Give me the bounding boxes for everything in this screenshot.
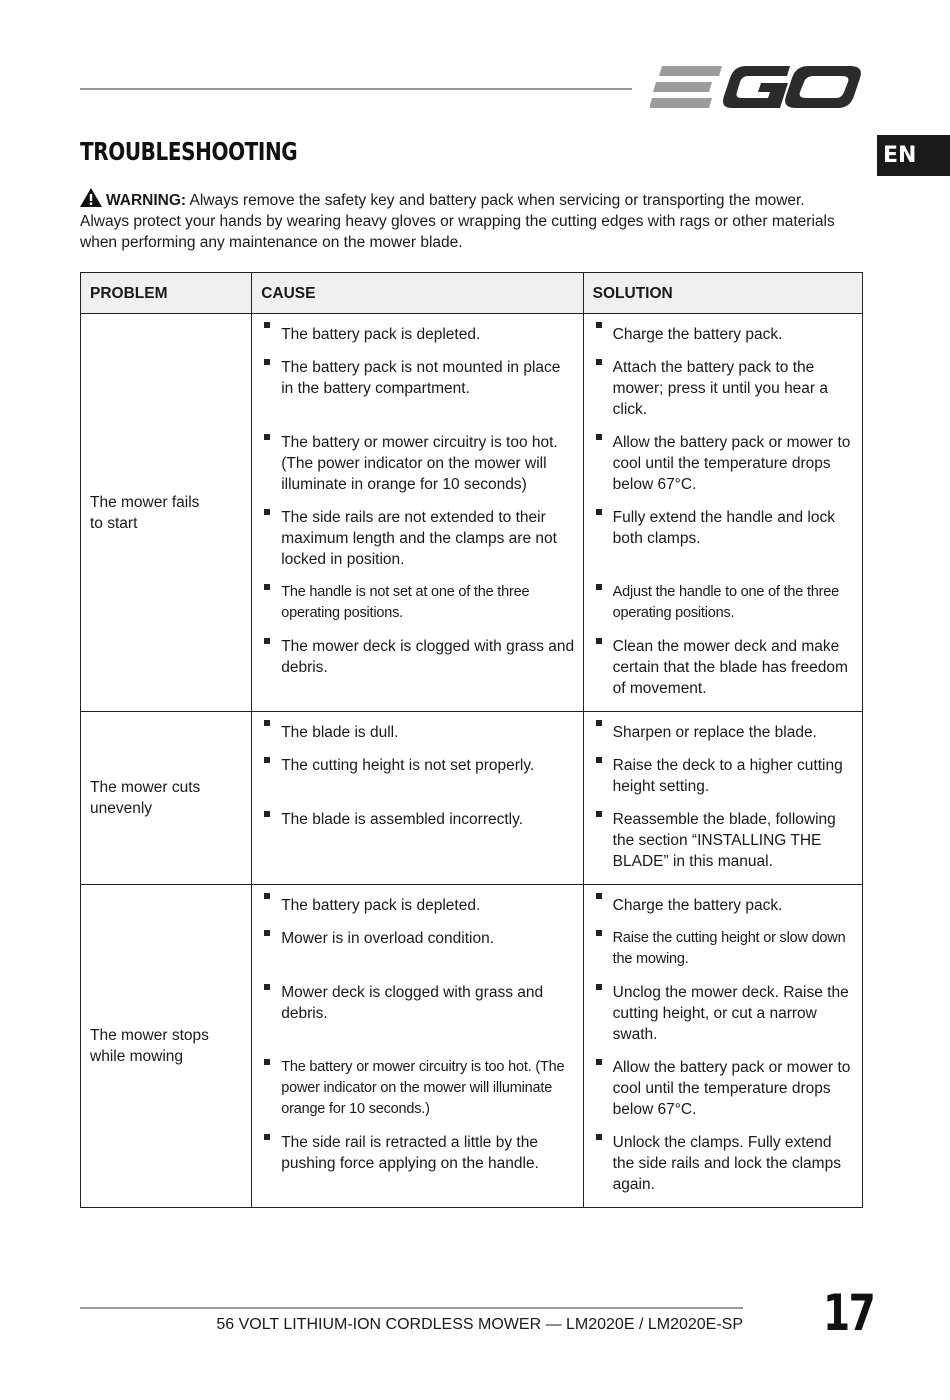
- page-title: TROUBLESHOOTING: [80, 137, 298, 166]
- solution-cell: [583, 712, 862, 885]
- cause-list-item: The battery or mower circuitry is too hot. (The power indicator on the mower will illuminate orange for 10 seconds.): [252, 1051, 582, 1126]
- footer-rule: [80, 1307, 743, 1309]
- header-cause: CAUSE: [252, 273, 583, 314]
- cause-list-item: Mower deck is clogged with grass and debris.: [252, 976, 582, 1051]
- table-row: [81, 314, 863, 712]
- cause-list-item: The battery pack is depleted.: [252, 885, 582, 922]
- solution-list-item: Raise the cutting height or slow down the mowing.: [584, 922, 862, 976]
- solution-list-item: Reassemble the blade, following the section “INSTALLING THE BLADE” in this manual.: [584, 803, 862, 878]
- warning-notice: [80, 188, 850, 253]
- cause-cell: [252, 712, 583, 885]
- cause-list-item: The battery or mower circuitry is too hot. (The power indicator on the mower will illuminate in orange for 10 seconds): [252, 426, 582, 501]
- solution-list-item: Sharpen or replace the blade.: [584, 712, 862, 749]
- page-number: 17: [823, 1284, 875, 1342]
- header-problem: PROBLEM: [81, 273, 252, 314]
- solution-list-item: Clean the mower deck and make certain that the blade has freedom of movement.: [584, 630, 862, 705]
- warning-text: Always remove the safety key and battery pack when servicing or transporting the mower. Always protect your hands by wearing heavy gloves or wrapping the cutting edges with rags or other materials when performing any maintenance on the mower blade.: [80, 192, 835, 251]
- cause-cell: [252, 885, 583, 1208]
- table-header-row: [81, 273, 863, 314]
- cause-cell: [252, 314, 583, 712]
- header-rule: [80, 88, 632, 90]
- cause-list-item: The side rail is retracted a little by the pushing force applying on the handle.: [252, 1126, 582, 1201]
- solution-list-item: Raise the deck to a higher cutting height setting.: [584, 749, 862, 803]
- cause-list-item: The cutting height is not set properly.: [252, 749, 582, 803]
- ego-logo: [650, 62, 862, 112]
- solution-list-item: Allow the battery pack or mower to cool until the temperature drops below 67°C.: [584, 426, 862, 501]
- cause-list-item: The handle is not set at one of the three operating positions.: [252, 576, 582, 630]
- solution-list-item: Unlock the clamps. Fully extend the side rails and lock the clamps again.: [584, 1126, 862, 1201]
- solution-cell: [583, 885, 862, 1208]
- solution-list-item: Fully extend the handle and lock both clamps.: [584, 501, 862, 576]
- problem-cell: The mower stops while mowing: [81, 885, 252, 1208]
- warning-label: WARNING:: [106, 192, 187, 209]
- cause-list-item: The battery pack is not mounted in place in the battery compartment.: [252, 351, 582, 426]
- cause-list-item: The blade is dull.: [252, 712, 582, 749]
- solution-cell: [583, 314, 862, 712]
- solution-list-item: Allow the battery pack or mower to cool until the temperature drops below 67°C.: [584, 1051, 862, 1126]
- footer-product-title: 56 VOLT LITHIUM-ION CORDLESS MOWER — LM2020E / LM2020E-SP: [216, 1316, 743, 1333]
- solution-list-item: Attach the battery pack to the mower; press it until you hear a click.: [584, 351, 862, 426]
- troubleshooting-table: [80, 272, 863, 1208]
- problem-cell: The mower cuts unevenly: [81, 712, 252, 885]
- header-solution: SOLUTION: [583, 273, 862, 314]
- solution-list-item: Unclog the mower deck. Raise the cutting height, or cut a narrow swath.: [584, 976, 862, 1051]
- cause-list-item: The blade is assembled incorrectly.: [252, 803, 582, 878]
- cause-list-item: Mower is in overload condition.: [252, 922, 582, 976]
- cause-list-item: The mower deck is clogged with grass and debris.: [252, 630, 582, 705]
- table-row: [81, 712, 863, 885]
- solution-list-item: Charge the battery pack.: [584, 885, 862, 922]
- language-tab[interactable]: EN: [877, 135, 950, 176]
- cause-list-item: The battery pack is depleted.: [252, 314, 582, 351]
- solution-list-item: Adjust the handle to one of the three operating positions.: [584, 576, 862, 630]
- warning-triangle-icon: [80, 188, 102, 207]
- table-row: [81, 885, 863, 1208]
- problem-cell: The mower fails to start: [81, 314, 252, 712]
- solution-list-item: Charge the battery pack.: [584, 314, 862, 351]
- cause-list-item: The side rails are not extended to their maximum length and the clamps are not locked in position.: [252, 501, 582, 576]
